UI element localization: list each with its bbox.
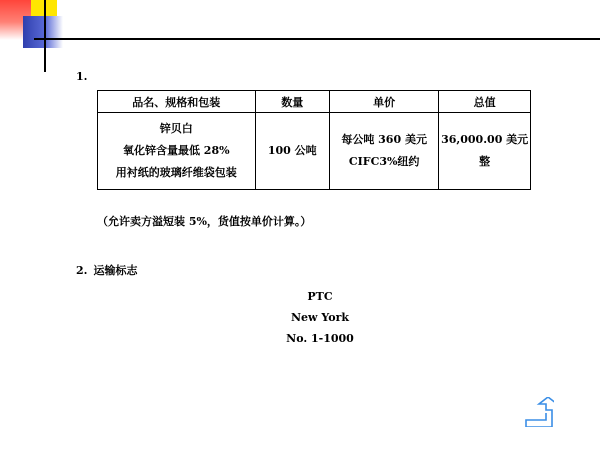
return-arrow-icon[interactable] — [524, 397, 554, 427]
description-line-1: 锌贝白 — [159, 122, 193, 135]
decorative-vertical-line — [44, 0, 46, 72]
shipping-mark-line-3: No. 1-1000 — [286, 332, 354, 345]
shipping-mark-line-2: New York — [290, 311, 349, 324]
header-total: 总值 — [439, 91, 531, 113]
section-2-number: 2. — [76, 264, 88, 277]
unit-price-line-2: CIFC3%纽约 — [348, 155, 420, 168]
header-quantity: 数量 — [255, 91, 329, 113]
unit-price-line-1: 每公吨 360 美元 — [341, 133, 427, 146]
decorative-horizontal-line — [34, 38, 600, 40]
shipping-mark-line-1: PTC — [307, 290, 333, 303]
cell-total — [439, 113, 531, 190]
table-header-row — [98, 91, 531, 113]
return-arrow-outline — [526, 397, 554, 427]
total-line-1: 36,000.00 美元 — [441, 133, 529, 146]
header-unit-price: 单价 — [329, 91, 438, 113]
cell-quantity: 100 公吨 — [255, 113, 329, 190]
return-arrow-inner — [526, 413, 546, 427]
header-description: 品名、规格和包装 — [98, 91, 256, 113]
cell-unit-price — [329, 113, 438, 190]
item-number: 1. — [76, 70, 88, 83]
cell-description — [98, 113, 256, 190]
shipping-marks — [220, 286, 420, 349]
tolerance-note: （允许卖方溢短装 5%，货值按单价计算。） — [97, 215, 312, 228]
section-2-heading — [76, 262, 137, 278]
section-2-title: 运输标志 — [93, 264, 138, 277]
decorative-blue-block — [23, 16, 63, 48]
table-row — [98, 113, 531, 190]
description-line-2: 氧化锌含量最低 28% — [122, 144, 230, 157]
total-line-2: 整 — [479, 155, 491, 168]
description-line-3: 用衬纸的玻璃纤维袋包装 — [115, 166, 237, 179]
goods-table — [97, 90, 531, 190]
